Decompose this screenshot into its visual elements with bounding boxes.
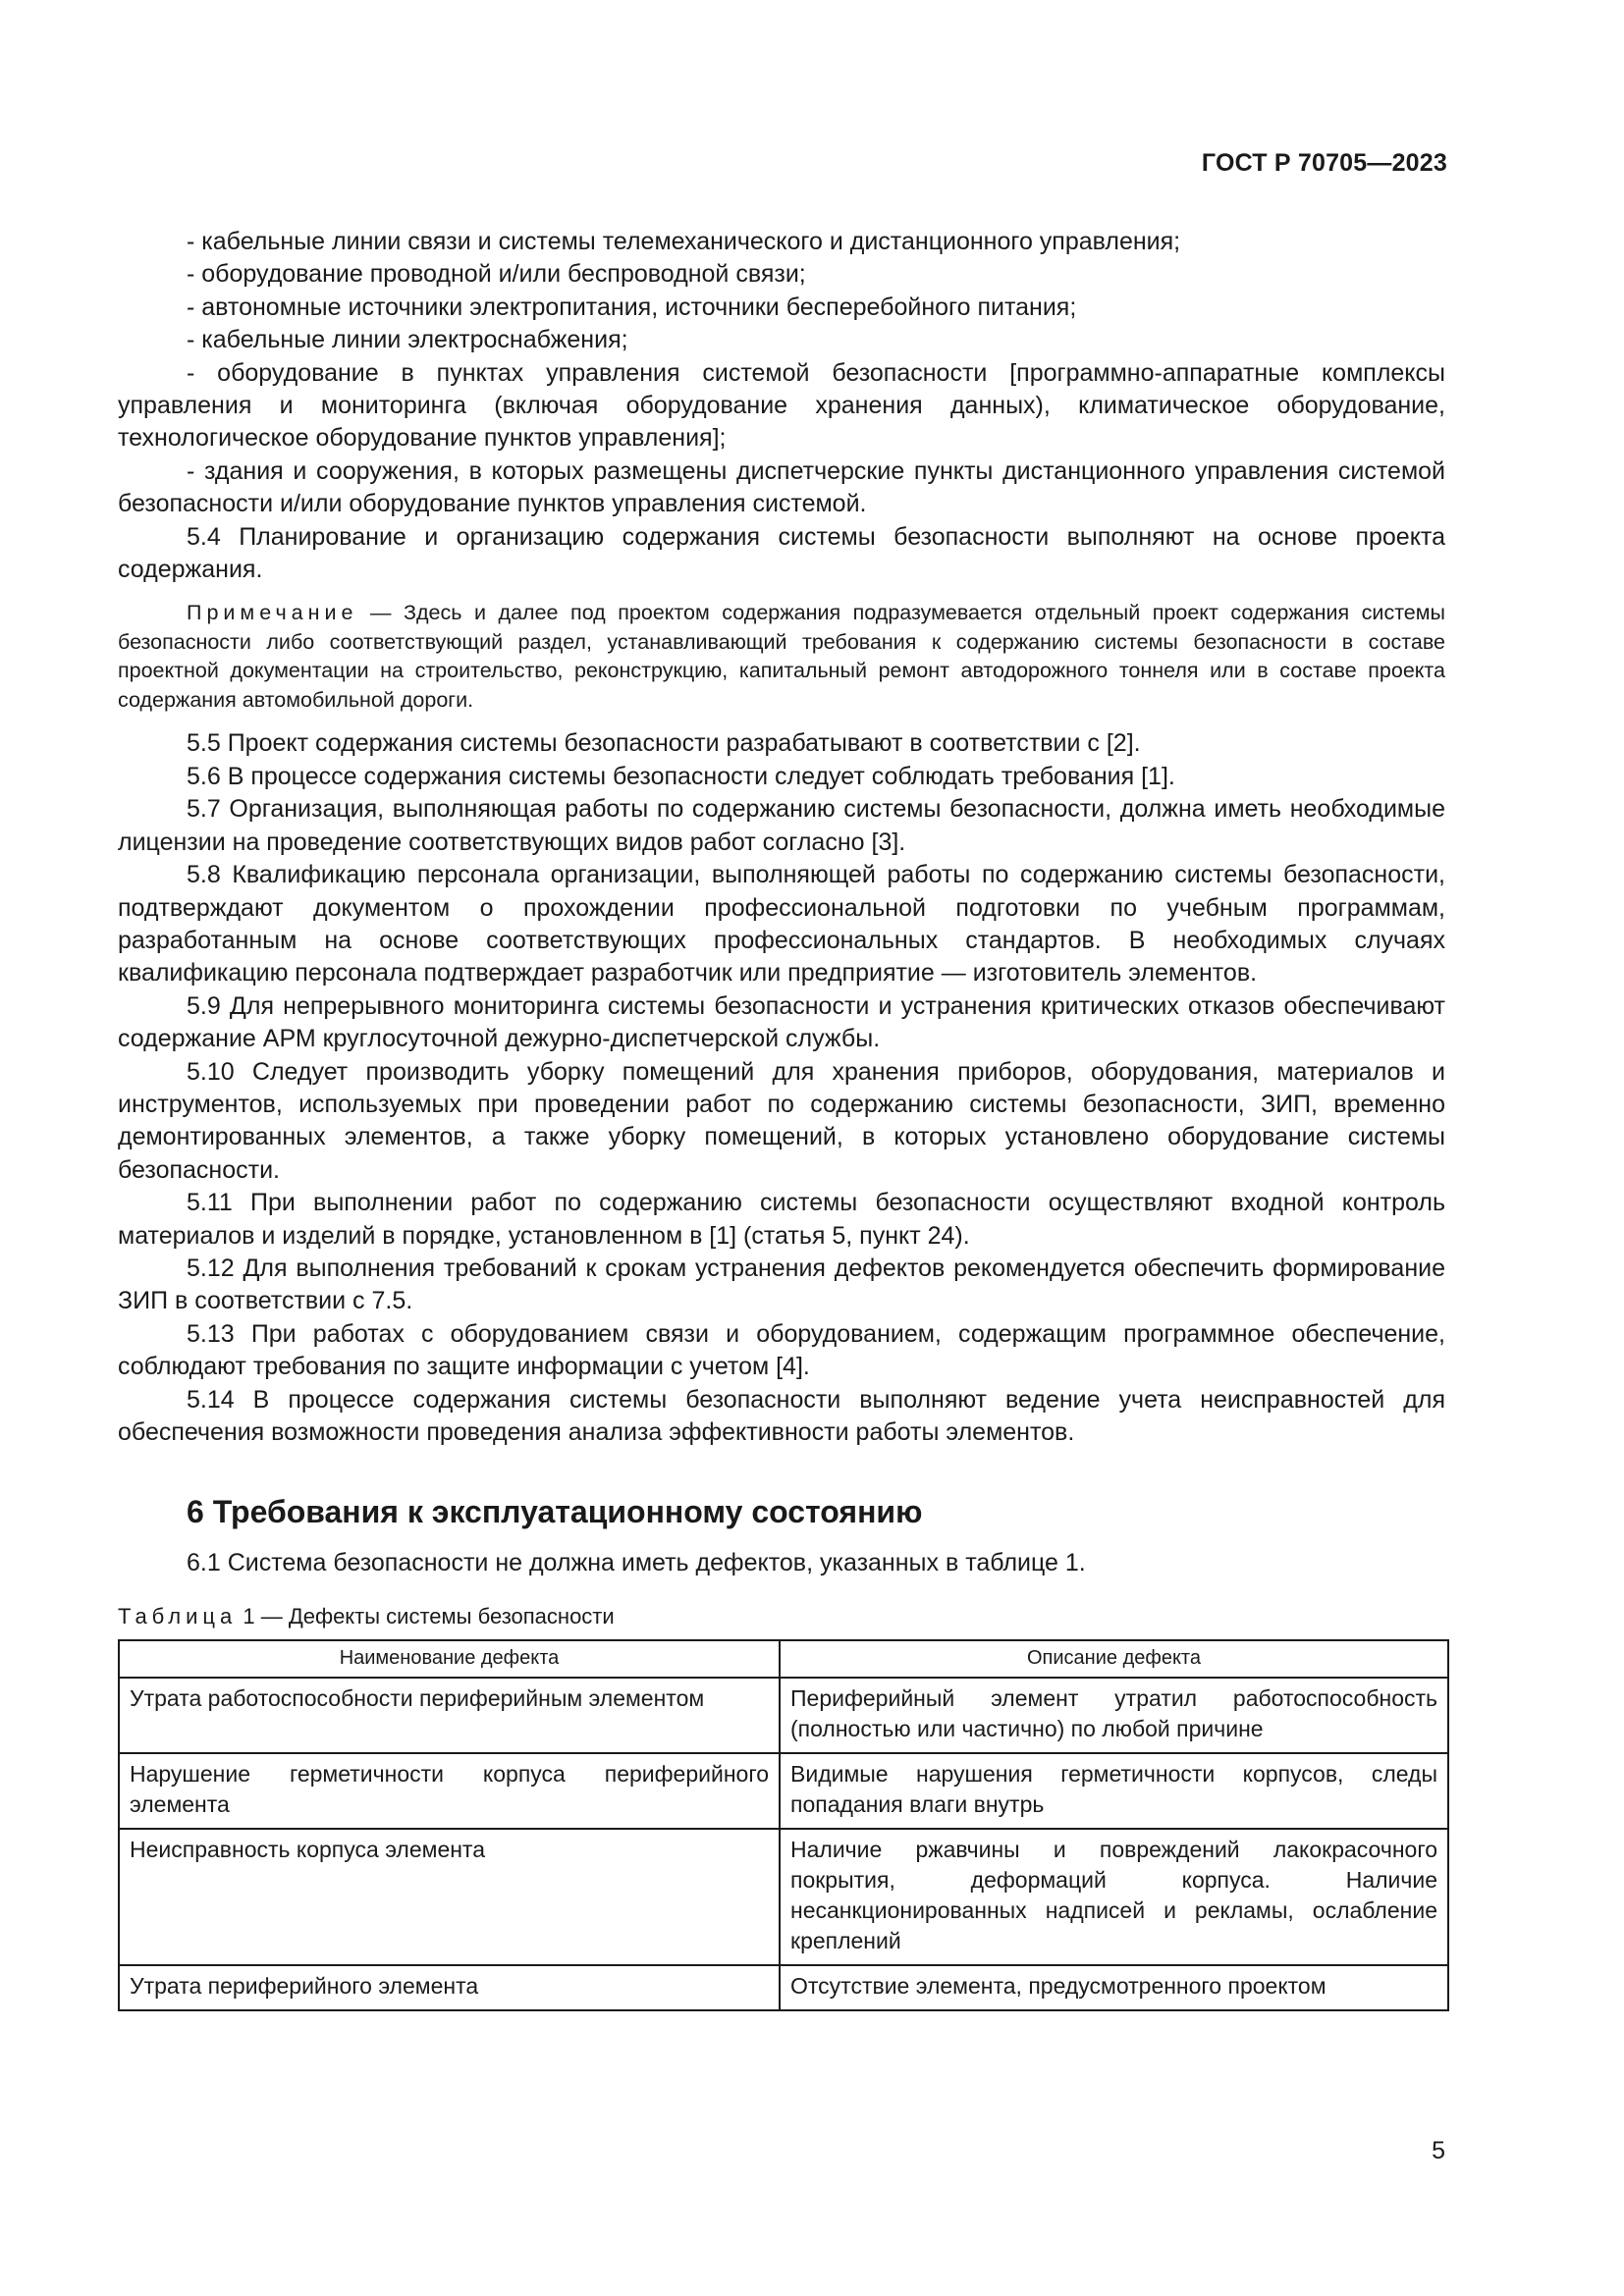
paragraph-5-9: 5.9 Для непрерывного мониторинга системы безопасности и устранения критических отказов обеспечивают содержание АРМ круглосуточной дежурно-диспетчерской службы.: [118, 991, 1445, 1053]
paragraph-5-5: 5.5 Проект содержания системы безопасности разрабатывают в соответствии с [2].: [187, 729, 1141, 758]
table-cell: Нарушение герметичности корпуса периферийного элемента: [119, 1753, 780, 1829]
page-number: 5: [1432, 2137, 1445, 2164]
list-item: - автономные источники электропитания, источники бесперебойного питания;: [187, 293, 1077, 321]
table-header-row: [119, 1640, 1448, 1678]
list-item: - здания и сооружения, в которых размещены диспетчерские пункты дистанционного управления системой безопасности и/или оборудование пунктов управления системой.: [118, 456, 1445, 518]
paragraph-5-13: 5.13 При работах с оборудованием связи и оборудованием, содержащим программное обеспечение, соблюдают требования по защите информации с учетом [4].: [118, 1319, 1445, 1381]
paragraph-5-10: 5.10 Следует производить уборку помещений для хранения приборов, оборудования, материалов и инструментов, используемых при проведении работ по содержанию системы безопасности, ЗИП, временно демонтированных элементов, а также уборку помещений, в которых установлено оборудование системы безопасности.: [118, 1057, 1445, 1184]
note: [118, 599, 1445, 715]
table-cell: Утрата периферийного элемента: [119, 1965, 780, 2010]
paragraph-5-11: 5.11 При выполнении работ по содержанию системы безопасности осуществляют входной контроль материалов и изделий в порядке, установленном в [1] (статья 5, пункт 24).: [118, 1189, 1445, 1250]
column-header: Наименование дефекта: [119, 1640, 780, 1678]
section-title: 6 Требования к эксплуатационному состоянию: [187, 1494, 923, 1530]
document-code: ГОСТ Р 70705—2023: [1201, 149, 1447, 177]
defects-table: [118, 1639, 1449, 2011]
list-item: - кабельные линии связи и системы телемеханического и дистанционного управления;: [187, 228, 1181, 255]
paragraph-6-1: 6.1 Система безопасности не должна иметь дефектов, указанных в таблице 1.: [187, 1549, 1086, 1577]
paragraph-5-4: 5.4 Планирование и организацию содержания системы безопасности выполняют на основе проекта содержания.: [118, 522, 1445, 584]
table-row: [119, 1753, 1448, 1829]
table-cell: Неисправность корпуса элемента: [119, 1829, 780, 1965]
paragraph-5-12: 5.12 Для выполнения требований к срокам устранения дефектов рекомендуется обеспечить формирование ЗИП в соответствии с 7.5.: [118, 1254, 1445, 1315]
list-item: - кабельные линии электроснабжения;: [187, 326, 628, 354]
table-cell: Видимые нарушения герметичности корпусов, следы попадания влаги внутрь: [780, 1753, 1448, 1829]
table-cell: Наличие ржавчины и повреждений лакокрасочного покрытия, деформаций корпуса. Наличие несанкционированных надписей и рекламы, ослабление креплений: [780, 1829, 1448, 1965]
list-item: - оборудование проводной и/или беспроводной связи;: [187, 260, 806, 289]
table-cell: Отсутствие элемента, предусмотренного проектом: [780, 1965, 1448, 2010]
table-row: [119, 1678, 1448, 1753]
paragraph-5-6: 5.6 В процессе содержания системы безопасности следует соблюдать требования [1].: [187, 762, 1175, 790]
paragraph-5-14: 5.14 В процессе содержания системы безопасности выполняют ведение учета неисправностей для обеспечения возможности проведения анализа эффективности работы элементов.: [118, 1385, 1445, 1446]
note-text: — Здесь и далее под проектом содержания подразумевается отдельный проект содержания системы безопасности либо соответствующий раздел, устанавливающий требования к содержанию системы безопасности в составе проектной документации на строительство, реконструкцию, капитальный ремонт автодорожного тоннеля или в составе проекта содержания автомобильной дороги.: [118, 601, 1445, 712]
table-caption-label: Таблица: [118, 1603, 238, 1629]
table-caption-text: 1 — Дефекты системы безопасности: [237, 1603, 615, 1629]
paragraph-5-8: 5.8 Квалификацию персонала организации, выполняющей работы по содержанию системы безопасности, подтверждают документом о прохождении профессиональной подготовки по учебным программам, разработанным на основе соответствующих профессиональных стандартов. В необходимых случаях квалификацию персонала подтверждает разработчик или предприятие — изготовитель элементов.: [118, 861, 1445, 988]
column-header: Описание дефекта: [780, 1640, 1448, 1678]
table-row: [119, 1829, 1448, 1965]
paragraph-5-7: 5.7 Организация, выполняющая работы по содержанию системы безопасности, должна иметь необходимые лицензии на проведение соответствующих видов работ согласно [3].: [118, 795, 1445, 856]
note-label: Примечание: [187, 601, 358, 625]
table-caption: [118, 1602, 1445, 1631]
table-cell: Периферийный элемент утратил работоспособность (полностью или частично) по любой причине: [780, 1678, 1448, 1753]
table-cell: Утрата работоспособности периферийным элементом: [119, 1678, 780, 1753]
table-row: [119, 1965, 1448, 2010]
page-content: [118, 226, 1445, 2011]
list-item: - оборудование в пунктах управления системой безопасности [программно-аппаратные комплексы управления и мониторинга (включая оборудование хранения данных), климатическое оборудование, технологическое оборудование пунктов управления];: [118, 358, 1445, 453]
